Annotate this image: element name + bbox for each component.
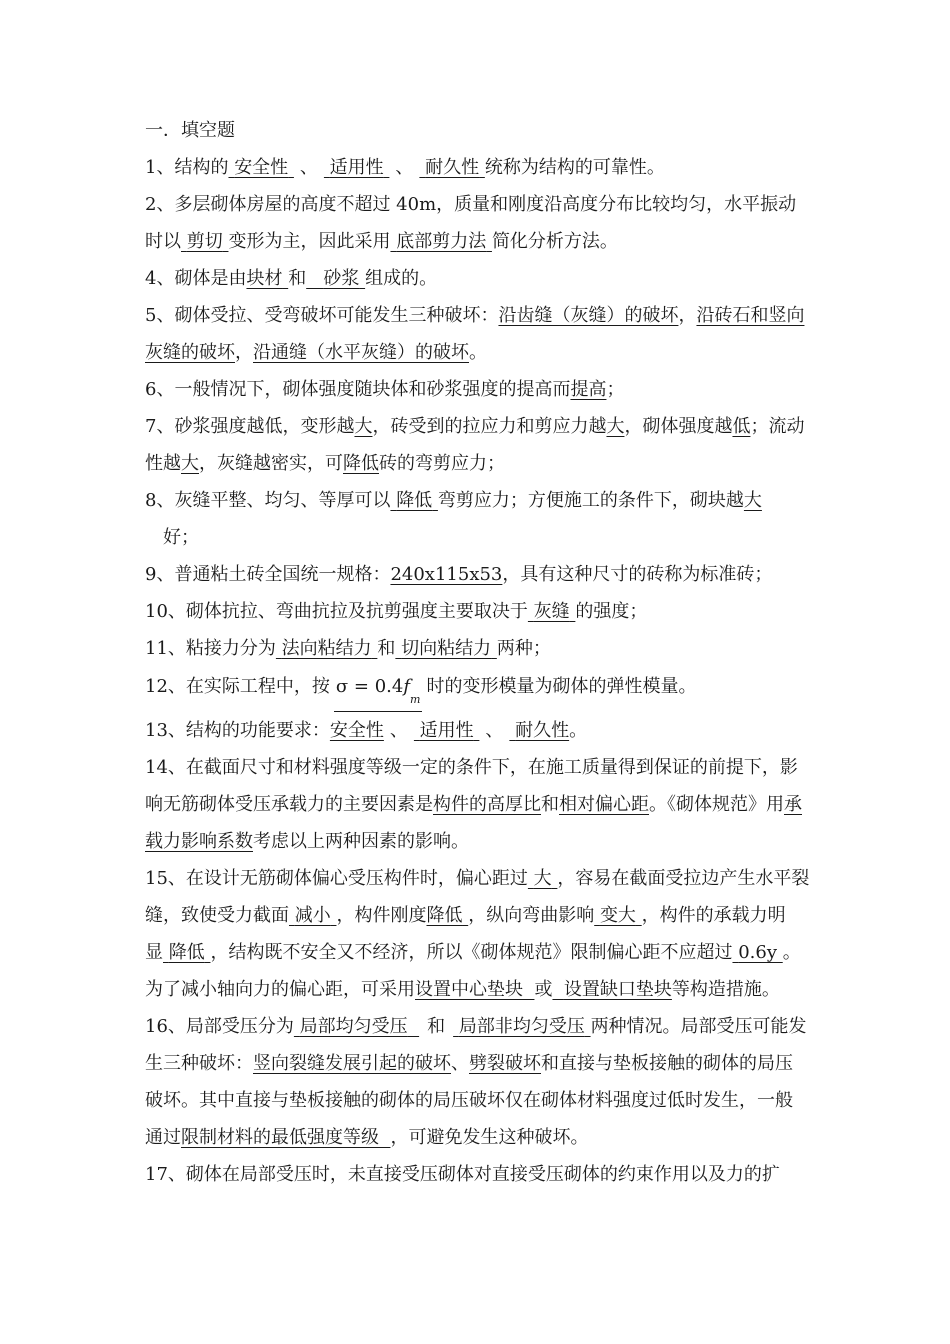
q15-text: ，结构既不安全又不经济，所以《砌体规范》限制偏心距不应超过 [210, 941, 733, 963]
q5-answer-3: 沿通缝（水平灰缝）的破坏 [253, 342, 469, 363]
question-5 [145, 297, 810, 371]
q2-answer-1: 剪切 [186, 231, 223, 252]
formula-expression: σ = 0.4 [335, 676, 404, 697]
q16-answer-4: 劈裂破坏 [469, 1052, 541, 1074]
q15-text: 或 [534, 978, 553, 1000]
q15-text: 15、在设计无筋砌体偏心受压构件时，偏心距过 [145, 867, 528, 889]
q16-answer-1: 局部均匀受压 [299, 1015, 408, 1037]
q1-answer-3: 耐久性 [425, 157, 480, 178]
q15-answer-6: 0.6y [738, 941, 777, 963]
q14-answer-2: 相对偏心距 [559, 793, 649, 815]
q15-answer-8: 设置缺口垫块 [563, 978, 672, 1000]
q5-text: 5、砌体受拉、受弯破坏可能发生三种破坏： [145, 305, 499, 326]
question-10 [145, 593, 810, 630]
q1-answer-1: 安全性 [234, 157, 289, 178]
q11-answer-1: 法向粘结力 [281, 638, 372, 659]
q5-sep: ， [235, 342, 253, 363]
question-8 [145, 482, 810, 556]
q15-text: ，纵向弯曲影响 [468, 904, 595, 926]
q1-answer-2: 适用性 [329, 157, 384, 178]
question-17 [145, 1156, 810, 1193]
question-14 [145, 749, 810, 860]
q17-text: 17、砌体在局部受压时，未直接受压砌体对直接受压砌体的约束作用以及力的扩 [145, 1163, 780, 1185]
q7-answer-4: 大 [181, 453, 199, 474]
q11-text: 11、粘接力分为 [145, 638, 276, 659]
section-heading-text: 一．填空题 [145, 120, 235, 141]
q15-answer-7: 设置中心垫块 [415, 978, 523, 1000]
question-13 [145, 712, 810, 749]
q11-answer-2: 切向粘结力 [401, 638, 492, 659]
q7-text: ；流动性越 [145, 416, 805, 474]
q9-answer-1: 240x115x53 [390, 564, 503, 585]
q16-text: 、 [451, 1052, 469, 1074]
question-9 [145, 556, 810, 593]
q12-text: 时的变形模量为砌体的弹性模量。 [426, 676, 697, 697]
q13-answer-2: 适用性 [419, 719, 474, 741]
q7-text: 砖的弯剪应力； [379, 453, 505, 474]
q8-answer-2: 大 [743, 490, 762, 511]
q5-text: 。 [469, 342, 487, 363]
q9-text: ，具有这种尺寸的砖称为标准砖； [502, 564, 773, 585]
q7-answer-1: 大 [354, 416, 373, 437]
q6-text: ； [606, 379, 625, 400]
q13-answer-1: 安全性 [329, 719, 384, 741]
q4-text: 4、砌体是由 [145, 268, 247, 289]
q7-answer-2: 大 [606, 416, 625, 437]
q6-text: 6、一般情况下，砌体强度随块体和砂浆强度的提高而 [145, 379, 571, 400]
q4-text: 组成的。 [365, 268, 438, 289]
q7-text: 7、砂浆强度越低，变形越 [145, 416, 355, 437]
q15-text: ，构件的承载力明显 [145, 904, 786, 963]
q10-text: 10、砌体抗拉、弯曲抗拉及抗剪强度主要取决于 [145, 601, 528, 622]
q16-text: ，可避免发生这种破坏。 [390, 1126, 589, 1148]
q2-answer-2: 底部剪力法 [396, 231, 487, 252]
q8-text: 8、灰缝平整、均匀、等厚可以 [145, 490, 391, 511]
q15-text: ，构件刚度 [336, 904, 427, 926]
q7-text: ，灰缝越密实，可 [199, 453, 343, 474]
q14-text: 和 [541, 793, 559, 815]
q15-answer-3: 降低 [426, 904, 463, 926]
question-1 [145, 149, 810, 186]
section-heading [145, 112, 810, 149]
q16-text: 16、局部受压分为 [145, 1015, 294, 1037]
question-6 [145, 371, 810, 408]
q14-text: 考虑以上两种因素的影响。 [253, 830, 469, 852]
q10-answer-1: 灰缝 [533, 601, 570, 622]
q16-text: 和 [427, 1015, 446, 1037]
q13-text: 13、结构的功能要求： [145, 719, 330, 741]
q15-text: 等构造措施。 [671, 978, 780, 1000]
q7-answer-3: 低 [732, 416, 751, 437]
q15-answer-4: 变大 [599, 904, 636, 926]
q7-text: ，砌体强度越 [624, 416, 733, 437]
q14-text: 。《砌体规范》用 [649, 793, 784, 815]
q16-answer-5: 限制材料的最低强度等级 [181, 1126, 379, 1148]
q16-answer-3: 竖向裂缝发展引起的破坏 [253, 1052, 451, 1074]
q14-answer-3: 承载力影响系数 [145, 793, 802, 852]
q13-sep: 、 [485, 719, 504, 741]
q2-text: 简化分析方法。 [491, 231, 618, 252]
q4-answer-1: 块材 [246, 268, 283, 289]
q15-text: ，容易在截面受拉边产生水平裂缝，致使受力截面 [145, 867, 810, 926]
q5-answer-2: 沿砖石和竖向灰缝的破坏 [145, 305, 805, 363]
q8-answer-1: 降低 [396, 490, 433, 511]
q16-text: 两种情况。局部受压可能发生三种破坏： [145, 1015, 807, 1074]
q2-text: 2、多层砌体房屋的高度不超过 40m，质量和刚度沿高度分布比较均匀，水平振动时以 [145, 194, 797, 252]
q16-text: 和直接与垫板接触的砌体的局压破坏。其中直接与垫板接触的砌体的局压破坏仅在砌体材料强度过低时发生，一般通过 [145, 1052, 793, 1148]
formula-variable: f [403, 676, 411, 697]
question-12 [145, 667, 810, 712]
q14-answer-1: 构件的高厚比 [433, 793, 541, 815]
q5-answer-1: 沿齿缝（灰缝）的破坏 [498, 305, 679, 326]
q4-answer-2: 砂浆 [323, 268, 360, 289]
q8-text: 好； [163, 527, 199, 548]
q9-text: 9、普通粘土砖全国统一规格： [145, 564, 391, 585]
question-11 [145, 630, 810, 667]
question-4 [145, 260, 810, 297]
q12-formula [334, 676, 423, 712]
q4-text: 和 [288, 268, 307, 289]
q15-answer-2: 减小 [294, 904, 331, 926]
question-15 [145, 860, 810, 1008]
formula-subscript: m [410, 692, 421, 706]
question-2 [145, 186, 810, 260]
q8-text: 弯剪应力；方便施工的条件下，砌块越 [437, 490, 744, 511]
q13-text: 。 [569, 719, 588, 741]
q7-answer-5: 降低 [343, 453, 379, 474]
q15-text: 。为了减小轴向力的偏心距，可采用 [145, 941, 801, 1000]
q7-text: ，砖受到的拉应力和剪应力越 [372, 416, 607, 437]
question-16 [145, 1008, 810, 1156]
q16-answer-2: 局部非均匀受压 [458, 1015, 585, 1037]
q11-text: 两种； [496, 638, 551, 659]
q1-sep: 、 [395, 157, 414, 178]
q10-text: 的强度； [575, 601, 648, 622]
q2-text: 变形为主，因此采用 [228, 231, 391, 252]
q13-answer-3: 耐久性 [515, 719, 570, 741]
question-7 [145, 408, 810, 482]
q1-sep: 、 [299, 157, 318, 178]
q1-text: 统称为结构的可靠性。 [484, 157, 665, 178]
q13-sep: 、 [389, 719, 408, 741]
q14-text: 14、在截面尺寸和材料强度等级一定的条件下，在施工质量得到保证的前提下，影响无筋砌体受压承载力的主要因素是 [145, 756, 798, 815]
q11-text: 和 [377, 638, 396, 659]
q5-sep: ， [678, 305, 697, 326]
q1-text: 1、结构的 [145, 157, 229, 178]
q6-answer-1: 提高 [570, 379, 607, 400]
q15-answer-5: 降低 [168, 941, 205, 963]
question-list [145, 112, 810, 1193]
q12-text: 12、在实际工程中，按 [145, 676, 330, 697]
q15-answer-1: 大 [533, 867, 552, 889]
